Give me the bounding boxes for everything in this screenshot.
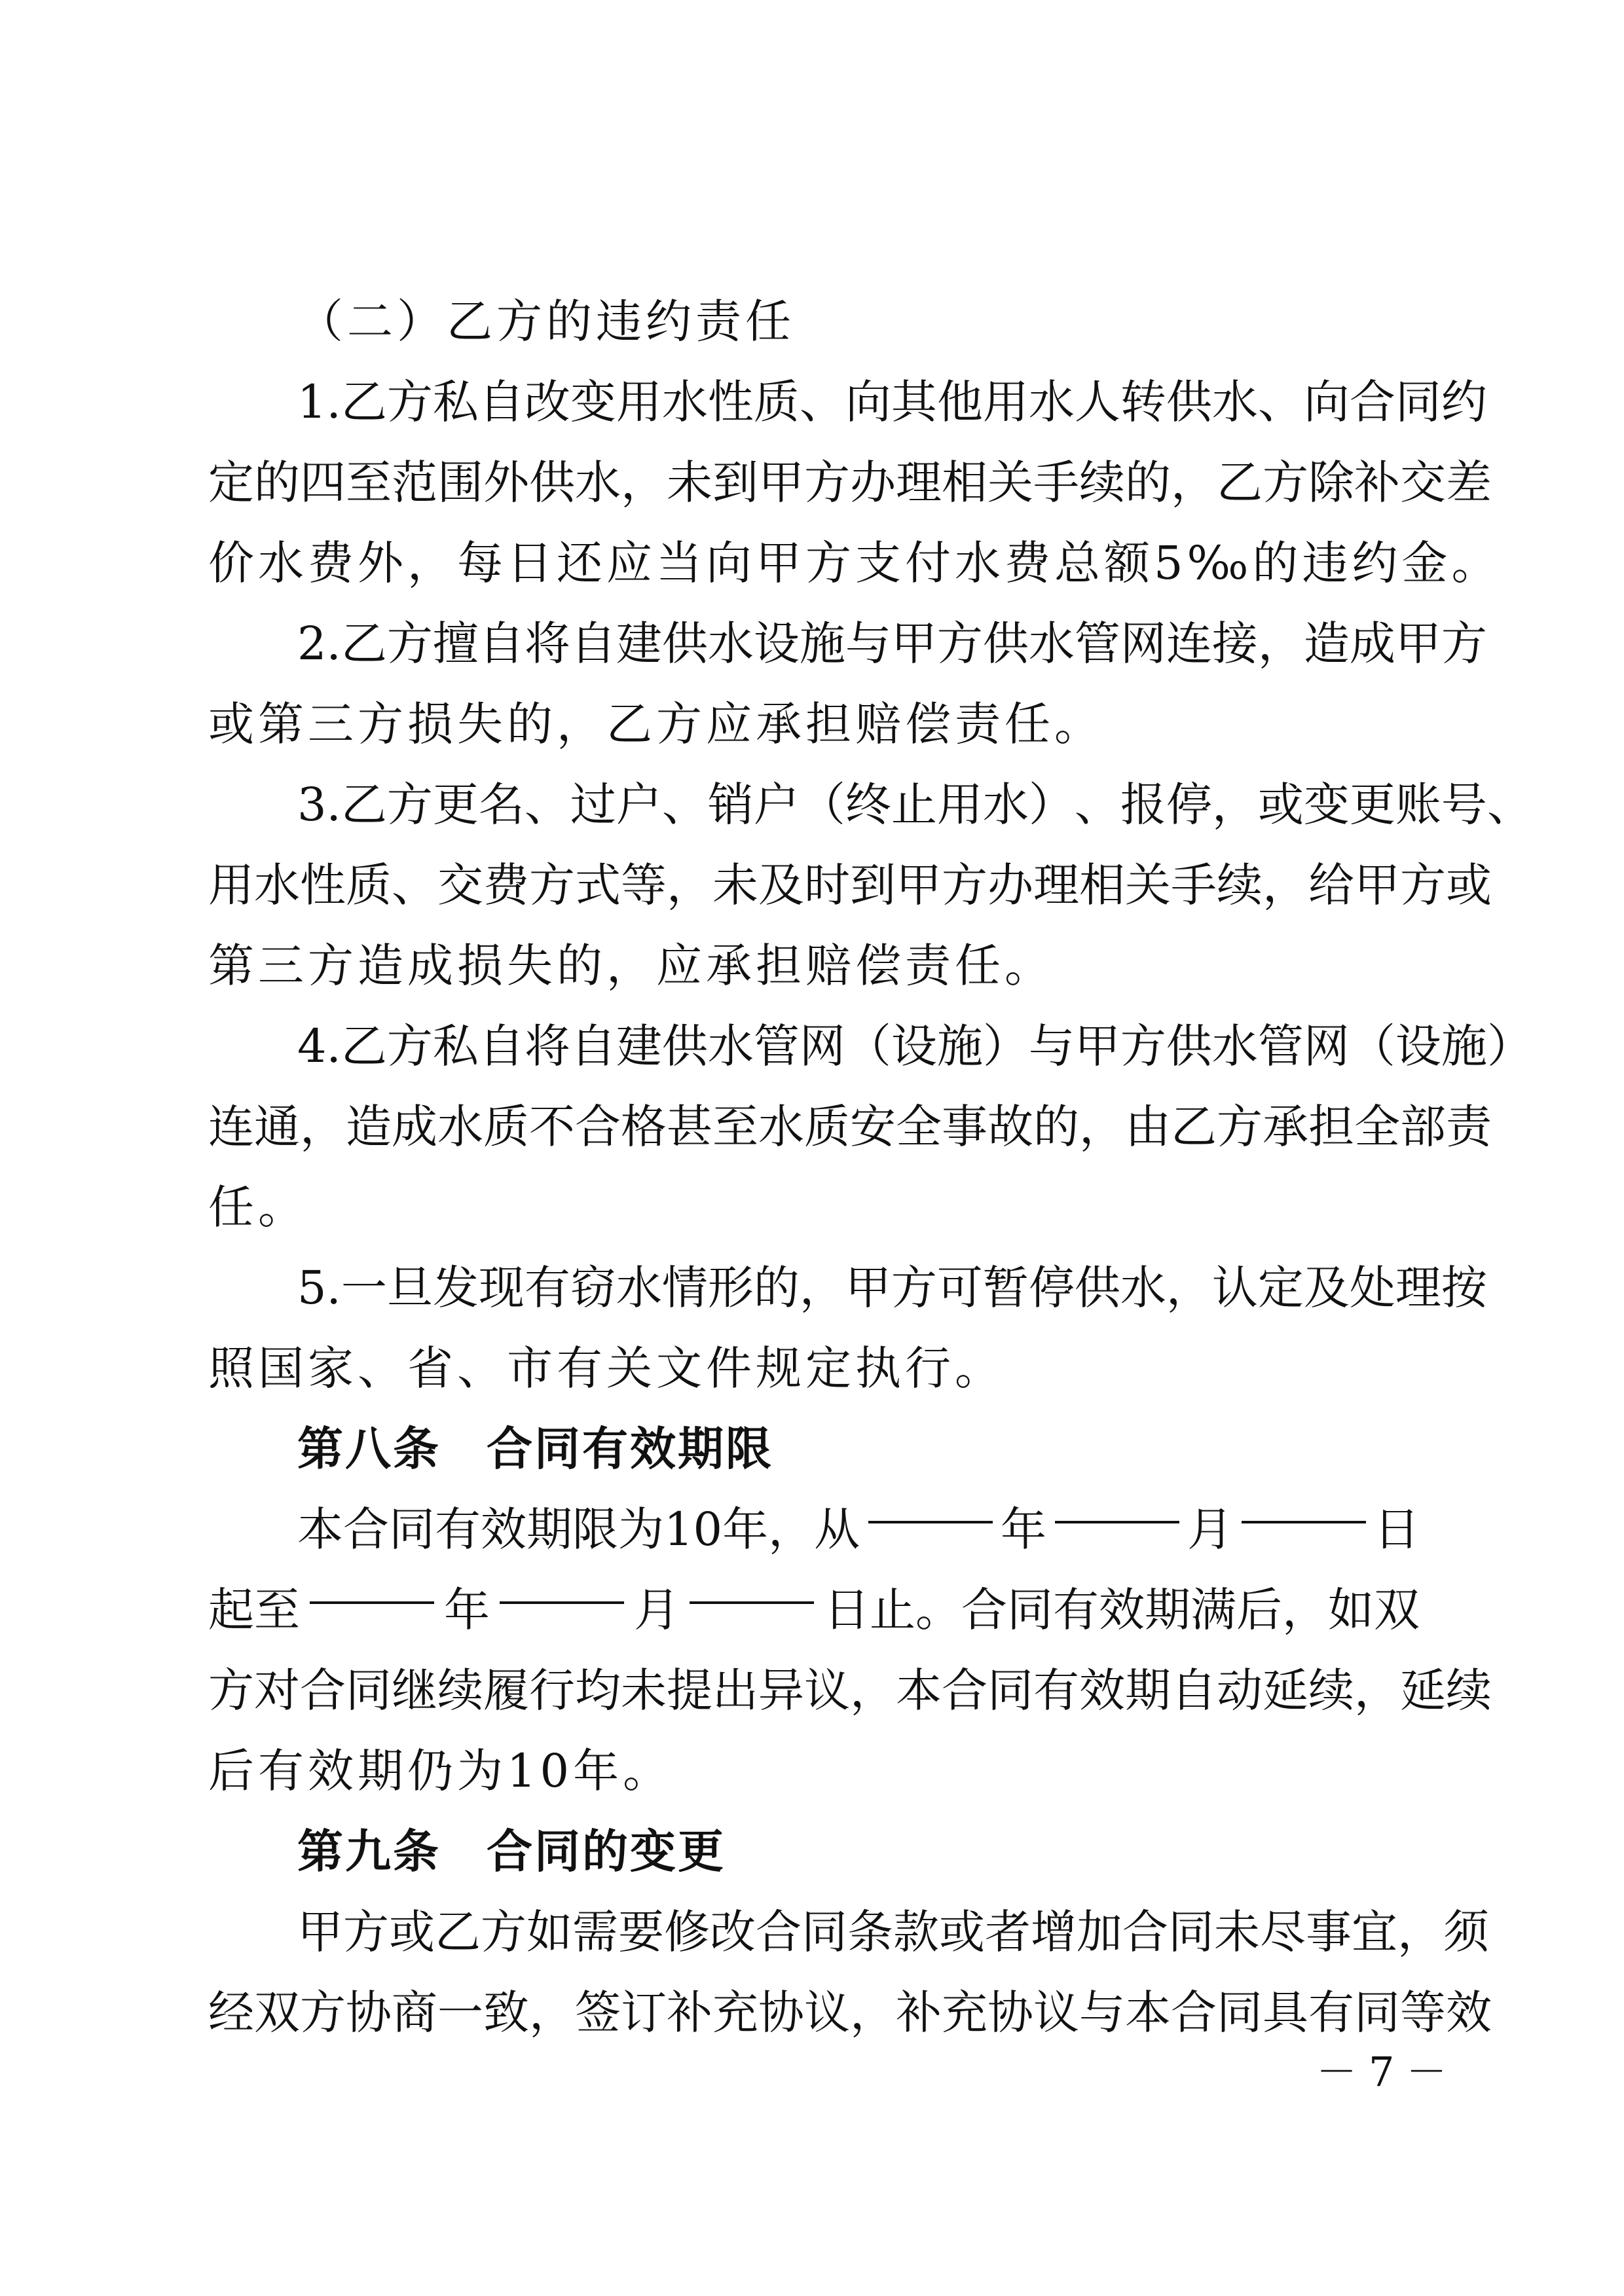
end-year-blank[interactable] bbox=[310, 1556, 434, 1604]
clause-5-line-2 bbox=[208, 1328, 1420, 1409]
text-line: 起至 bbox=[208, 1583, 300, 1637]
clause-4-line-3 bbox=[208, 1167, 1420, 1248]
text-line: 4 . 乙 方 私 自 将 自 建 供 水 管 网 （ 设 施 ） 与 甲 方 供 水 管 网 （ 设 施 ） bbox=[297, 1019, 1533, 1073]
start-month-blank[interactable] bbox=[1055, 1475, 1179, 1523]
text-line: 后有效期仍为10年。 bbox=[208, 1744, 673, 1798]
start-year-blank[interactable] bbox=[868, 1475, 993, 1523]
day-label: 日 bbox=[1373, 1503, 1420, 1556]
year-label: 年 bbox=[1001, 1503, 1047, 1556]
text-line: 5 . 一 旦 发 现 有 窃 水 情 形 的 ， 甲 方 可 暂 停 供 水 ， 认 定 及 处 理 按 bbox=[297, 1261, 1487, 1315]
clause-3-line-3 bbox=[208, 926, 1420, 1006]
article-title: 合同有效期限 bbox=[487, 1422, 773, 1476]
clause-1-line-3 bbox=[208, 523, 1502, 604]
clause-2-line-1 bbox=[208, 604, 1487, 684]
end-month-blank[interactable] bbox=[500, 1556, 624, 1604]
text-line: 3 . 乙 方 更 名 、 过 户 、 销 户 （ 终 止 用 水 ） 、 报 停 ， 或 变 更 账 号 、 bbox=[297, 778, 1533, 831]
article-9-heading bbox=[208, 1812, 1420, 1892]
year-label: 年 bbox=[444, 1583, 490, 1637]
text-line: 1 . 乙 方 私 自 改 变 用 水 性 质 、 向 其 他 用 水 人 转 供 水 、 向 合 同 约 bbox=[297, 375, 1487, 429]
month-label: 月 bbox=[634, 1583, 680, 1637]
text-line: 经 双 方 协 商 一 致 ， 签 订 补 充 协 议 ， 补 充 协 议 与 本 合 同 具 有 同 等 效 bbox=[208, 1986, 1492, 2039]
start-day-blank[interactable] bbox=[1242, 1475, 1366, 1523]
text-line: 任。 bbox=[208, 1180, 308, 1234]
section-heading bbox=[208, 282, 1420, 362]
text-line: 连 通 ， 造 成 水 质 不 合 格 甚 至 水 质 安 全 事 故 的 ， 由 乙 方 承 担 全 部 责 bbox=[208, 1100, 1492, 1154]
clause-5-line-1 bbox=[208, 1248, 1487, 1328]
text-line: 价水费外，每日还应当向甲方支付水费总额5‰的违约金。 bbox=[208, 536, 1502, 590]
end-day-blank[interactable] bbox=[690, 1556, 814, 1604]
month-label: 月 bbox=[1187, 1503, 1234, 1556]
text-line: 照国家、省、市有关文件规定执行。 bbox=[208, 1341, 1005, 1395]
text-line: 或第三方损失的，乙方应承担赔偿责任。 bbox=[208, 697, 1104, 751]
article-number: 第八条 bbox=[297, 1422, 441, 1476]
clause-3-line-2 bbox=[208, 845, 1492, 926]
text-line: 日止。合同有效期满后，如双 bbox=[824, 1583, 1420, 1637]
document-body bbox=[208, 282, 1533, 2053]
text-line: 用 水 性 质 、 交 费 方 式 等 ， 未 及 时 到 甲 方 办 理 相 关 手 续 ， 给 甲 方 或 bbox=[208, 858, 1492, 912]
article-9-line-2 bbox=[208, 1973, 1492, 2053]
section-heading-text: （二）乙方的违约责任 bbox=[297, 295, 795, 348]
article-8-line-2 bbox=[208, 1570, 1420, 1650]
text-line: 定 的 四 至 范 围 外 供 水 ， 未 到 甲 方 办 理 相 关 手 续 的 ， 乙 方 除 补 交 差 bbox=[208, 456, 1492, 509]
article-9-line-1 bbox=[208, 1892, 1489, 1973]
article-8-heading bbox=[208, 1409, 1420, 1489]
text-line: 第三方造成损失的，应承担赔偿责任。 bbox=[208, 939, 1054, 993]
clause-2-line-2 bbox=[208, 684, 1420, 765]
article-number: 第九条 bbox=[297, 1825, 441, 1878]
text-line: 方 对 合 同 继 续 履 行 均 未 提 出 异 议 ， 本 合 同 有 效 期 自 动 延 续 ， 延 续 bbox=[208, 1664, 1492, 1717]
clause-3-line-1 bbox=[208, 765, 1533, 845]
article-8-line-3 bbox=[208, 1650, 1492, 1731]
text-line: 2 . 乙 方 擅 自 将 自 建 供 水 设 施 与 甲 方 供 水 管 网 连 接 ， 造 成 甲 方 bbox=[297, 617, 1487, 670]
article-title: 合同的变更 bbox=[487, 1825, 726, 1878]
clause-1-line-1 bbox=[208, 362, 1487, 443]
page-number: －7－ bbox=[1316, 2048, 1459, 2096]
article-8-line-4 bbox=[208, 1731, 1420, 1812]
clause-4-line-1 bbox=[208, 1006, 1533, 1087]
clause-1-line-2 bbox=[208, 443, 1492, 523]
text-line: 本合同有效期限为10年，从 bbox=[297, 1503, 860, 1556]
text-line: 甲 方 或 乙 方 如 需 要 修 改 合 同 条 款 或 者 增 加 合 同 未 尽 事 宜 ， 须 bbox=[297, 1905, 1489, 1959]
clause-4-line-2 bbox=[208, 1087, 1492, 1167]
